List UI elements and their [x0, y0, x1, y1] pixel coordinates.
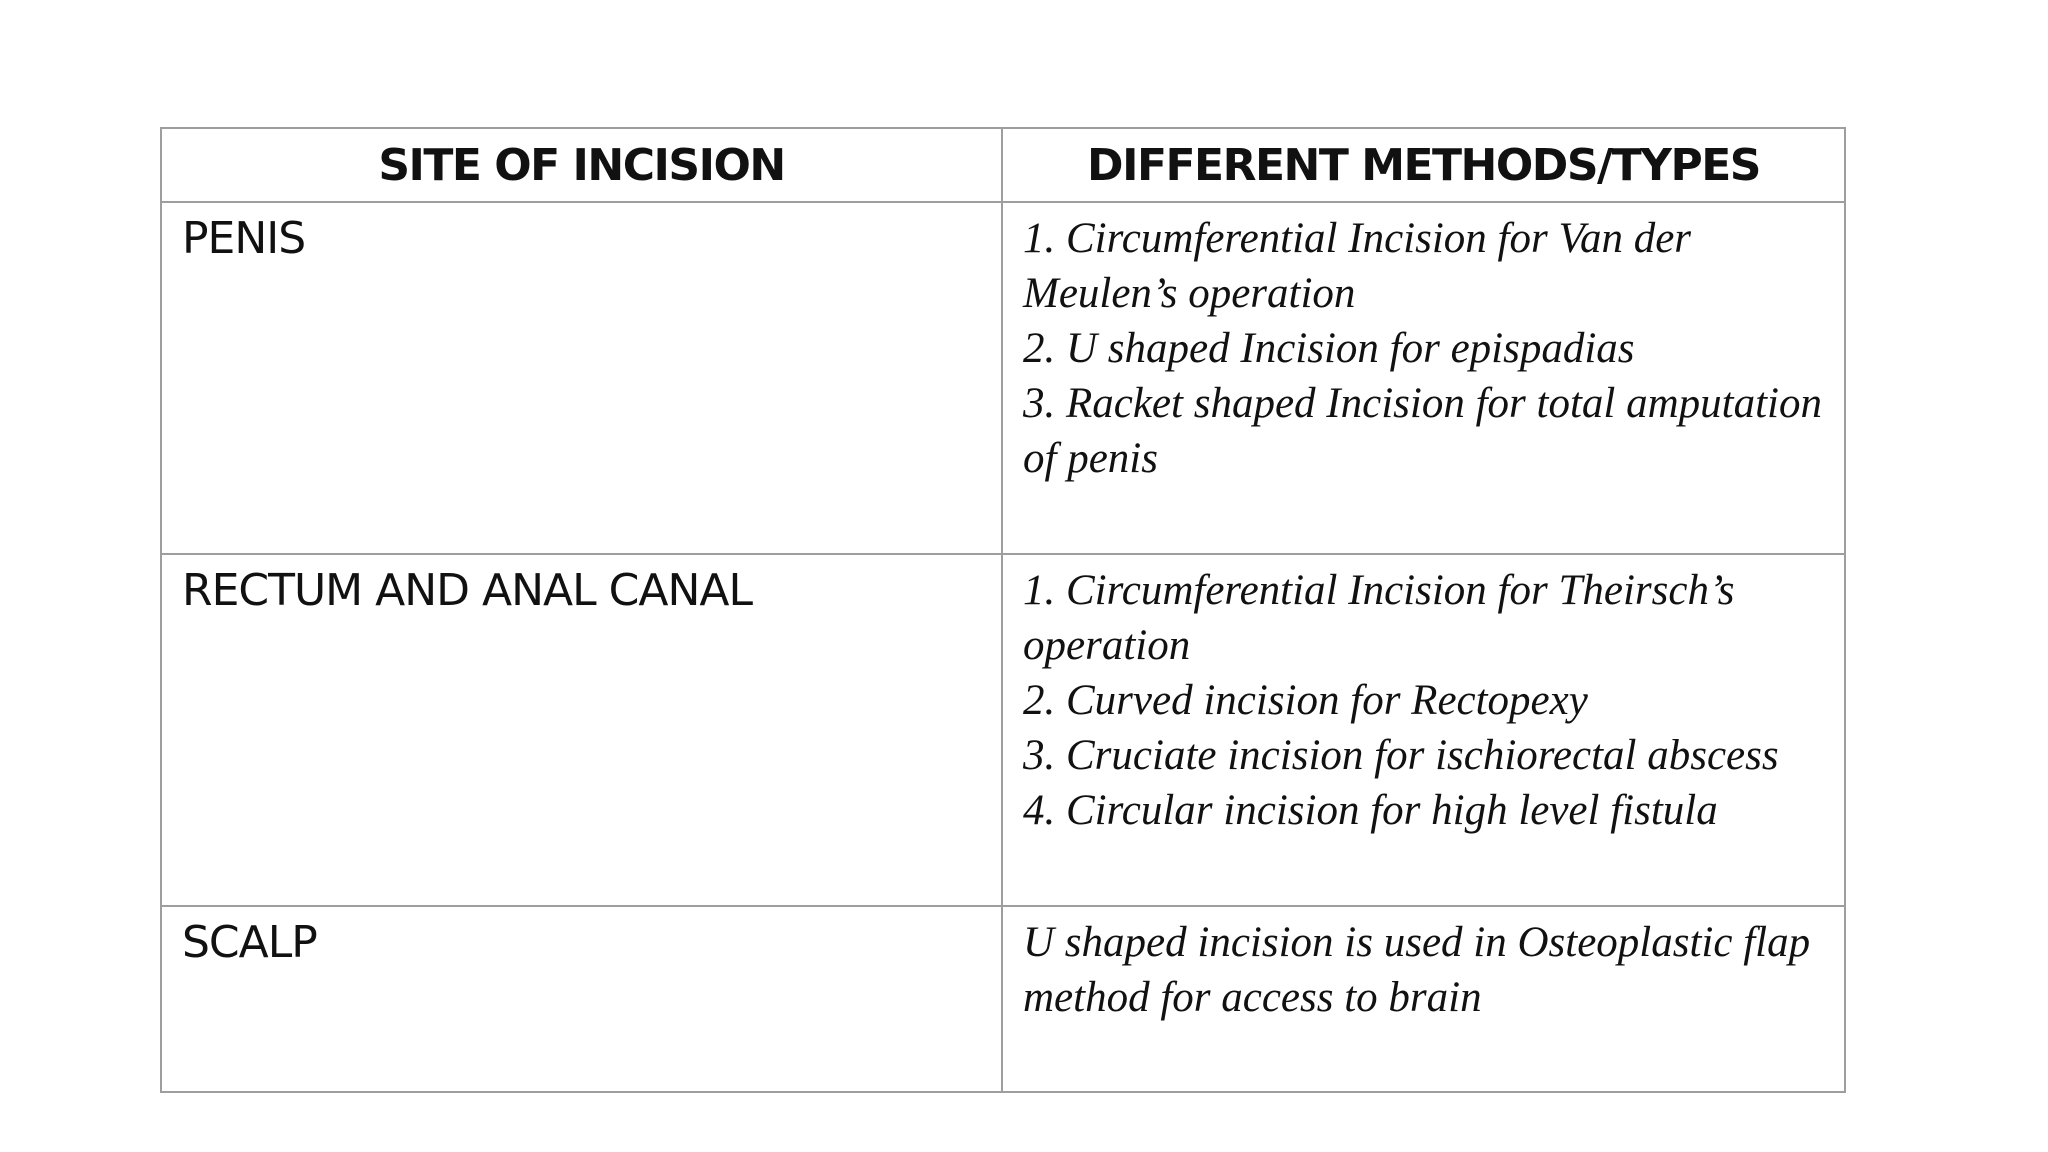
method-item: 2. Curved incision for Rectopexy	[1023, 677, 1588, 724]
site-cell: SCALP	[161, 906, 1002, 1092]
table-row	[161, 202, 1845, 554]
header-site-of-incision: SITE OF INCISION	[161, 128, 1002, 202]
method-item: 3. Cruciate incision for ischiorectal abscess	[1023, 732, 1779, 779]
methods-cell	[1002, 554, 1845, 906]
site-cell: RECTUM AND ANAL CANAL	[161, 554, 1002, 906]
method-item: 2. U shaped Incision for epispadias	[1023, 325, 1635, 372]
site-cell: PENIS	[161, 202, 1002, 554]
header-different-methods: DIFFERENT METHODS/TYPES	[1002, 128, 1845, 202]
methods-cell	[1002, 202, 1845, 554]
table-row	[161, 554, 1845, 906]
method-item: U shaped incision is used in Osteoplastic flap method for access to brain	[1023, 919, 1811, 1021]
method-item: 1. Circumferential Incision for Theirsch’s operation	[1023, 567, 1735, 669]
methods-cell	[1002, 906, 1845, 1092]
method-item: 1. Circumferential Incision for Van der Meulen’s operation	[1023, 215, 1692, 317]
table-header-row	[161, 128, 1845, 202]
incision-table	[160, 127, 1846, 1093]
table-row	[161, 906, 1845, 1092]
method-item: 3. Racket shaped Incision for total amputation of penis	[1023, 380, 1822, 482]
method-item: 4. Circular incision for high level fistula	[1023, 787, 1718, 834]
